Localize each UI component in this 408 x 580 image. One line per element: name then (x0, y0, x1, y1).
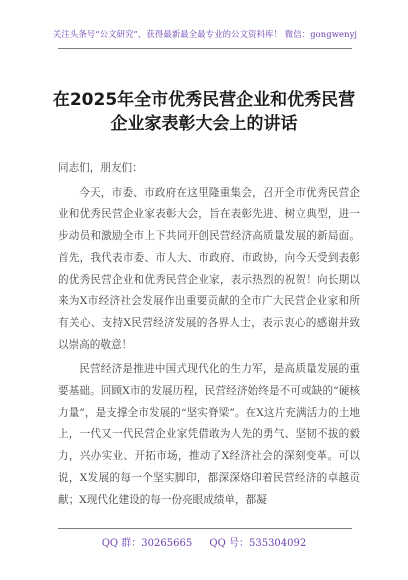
footer-qq-number: QQ 号：535304092 (209, 538, 307, 549)
body-paragraph-1: 今天，市委、市政府在这里隆重集会，召开全市优秀民营企业和优秀民营企业家表彰大会，旨在表彰先进、树立典型，进一步动员和激励全市上下共同开创民营经济高质量发展的新局面。首先，我代表市委、市人大、市政府、市政协，向今天受到表彰的优秀民营企业和优秀民营企业家，表示热烈的祝贺！向长期以来为X市经济社会发展作出重要贡献的全市广大民营企业家和所有关心、支持X民营经济发展的各界人士，表示衷心的感谢并致以崇高的敬意！ (58, 186, 360, 351)
body-paragraph-2: 民营经济是推进中国式现代化的生力军，是高质量发展的重要基础。回顾X市的发展历程，民营经济始终是不可或缺的“硬核力量”，是支撑全市发展的“坚实脊梁”。在X这片充满活力的土地上，一代又一代民营企业家凭借敢为人先的勇气、坚韧不拔的毅力，兴办实业、开拓市场，推动了X经济社会的深刻变革。可以说，X发展的每一个坚实脚印，都深深烙印着民营经济的卓越贡献；X现代化建设的每一份亮眼成绩单，都凝 (58, 363, 360, 506)
document-title-line-2: 企业家表彰大会上的讲话 (110, 114, 298, 134)
document-body (58, 158, 360, 511)
header-promo-note: 关注头条号“公文研究”，获得最新最全最专业的公文资料库！ 微信：gongwenyj (52, 29, 358, 39)
document-title (50, 88, 358, 136)
salutation: 同志们，朋友们： (58, 162, 143, 174)
document-title-line-1: 在2025年全市优秀民营企业和优秀民营 (52, 90, 356, 110)
footer-contact (0, 534, 408, 549)
header-divider (58, 48, 352, 49)
footer-divider (58, 528, 352, 529)
footer-qq-group: QQ 群：30265665 (101, 538, 193, 549)
